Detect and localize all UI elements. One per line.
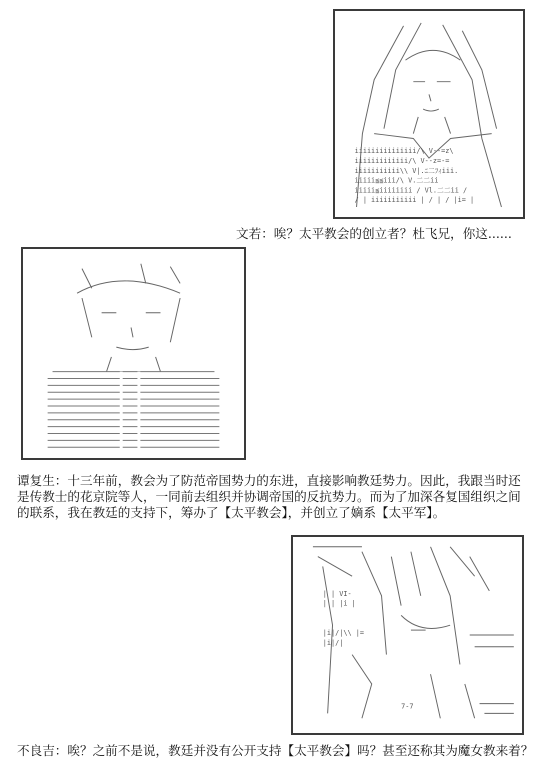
caption-tanfusheng-line-2: 是传教士的花京院等人，一同前去组织并协调帝国的反抗势力。而为了加深各复国组织之间 [17, 489, 521, 504]
caption-buliangji: 不良吉：唉？之前不是说，教廷并没有公开支持【太平教会】吗？甚至还称其为魔女教来着？ [17, 743, 534, 758]
svg-text:iiiiiiiiiiiiiii/\ V--=z\: iiiiiiiiiiiiiii/\ V--=z\ [354, 147, 454, 156]
svg-text:iiiiiiiiiii\\ V|.ﾆ二ﾌｨiii.: iiiiiiiiiii\\ V|.ﾆ二ﾌｨiii. [354, 166, 459, 175]
svg-text:| | VI-: | | VI- [322, 589, 352, 598]
svg-text:iiiii≦≦iii/\ V.二二ii: iiiii≦≦iii/\ V.二二ii [354, 176, 439, 185]
svg-text:iiiii≦iiiiiiii / Vl.二二ii /: iiiii≦iiiiiiii / Vl.二二ii / [354, 186, 468, 195]
svg-text:iiiiiiiiiiiii/\ V--z=-=: iiiiiiiiiiiii/\ V--z=-= [354, 156, 450, 165]
svg-text:| | |i |: | | |i | [322, 599, 356, 608]
svg-text:|i|/|\\ |=: |i|/|\\ |= [322, 629, 365, 637]
ascii-art-two-figures [293, 537, 522, 733]
ascii-art-boy-figure [23, 249, 244, 458]
caption-wenruo: 文若：唉？太平教会的创立者？杜飞兄，你这...... [236, 226, 512, 241]
caption-tanfusheng-line-3: 的联系，我在教廷的支持下，筹办了【太平教会】，并创立了嫡系【太平军】。 [17, 505, 446, 520]
ascii-art-panel-2 [21, 247, 246, 460]
caption-tanfusheng [17, 473, 547, 521]
caption-tanfusheng-line-1: 谭复生：十三年前，教会为了防范帝国势力的东进，直接影响教廷势力。因此，我跟当时还 [17, 473, 521, 488]
svg-text:/ | iiiiiiiiiii | / | / |i= |: / | iiiiiiiiiii | / | / |i= | [354, 196, 475, 205]
svg-text:7-7: 7-7 [401, 702, 414, 711]
svg-text:|i|/|: |i|/| [322, 638, 344, 647]
ascii-art-panel-1 [333, 9, 525, 219]
ascii-art-long-hair-figure [335, 11, 523, 217]
ascii-art-panel-3 [291, 535, 524, 735]
